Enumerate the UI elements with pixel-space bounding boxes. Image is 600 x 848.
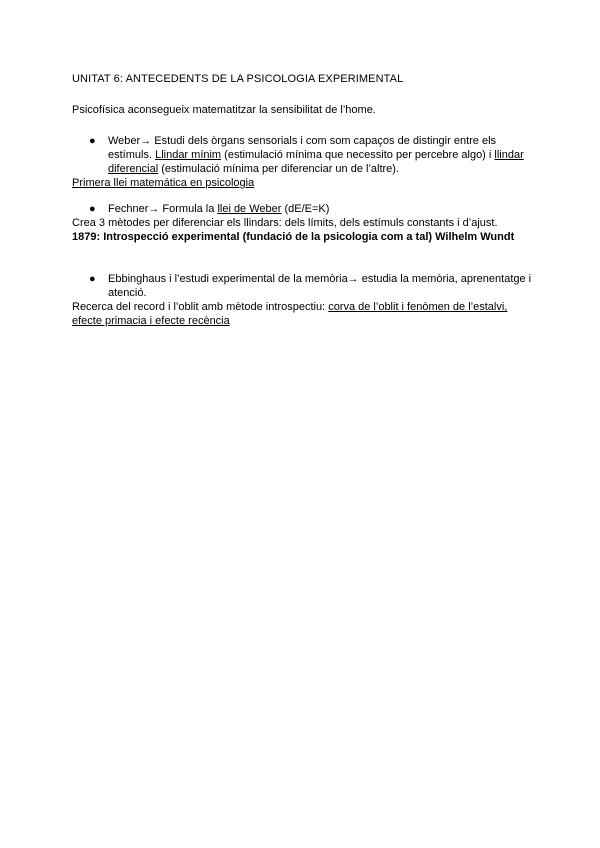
bullet-dot-icon: ● — [89, 203, 96, 215]
bullet-ebbinghaus — [72, 272, 532, 300]
bullet-dot-icon: ● — [89, 273, 96, 285]
llindar-diferencial-term: llindar diferencial — [108, 149, 524, 175]
spacer — [72, 86, 532, 103]
spacer — [72, 244, 532, 272]
intro-paragraph: Psicofísica aconsegueix matematitzar la sensibilitat de l’home. — [72, 104, 376, 116]
fechner-text-2: (dE/E=K) — [281, 203, 330, 215]
bullet-weber — [72, 134, 532, 176]
methods-paragraph: Crea 3 mètodes per diferenciar els llindars: dels límits, dels estímuls constants i d’ajust. — [72, 217, 498, 229]
research-text: Recerca del record i l’oblit amb mètode introspectiu: — [72, 301, 329, 313]
spacer — [72, 190, 532, 202]
weber-text-3: (estimulació mínima per diferenciar un de l’altre). — [158, 163, 400, 175]
llindar-minim-term: Llindar mínim — [155, 149, 222, 161]
research-paragraph — [72, 300, 532, 328]
document-page — [72, 72, 532, 328]
wundt-paragraph: 1879: Introspecció experimental (fundació de la psicologia com a tal) Wilhelm Wundt — [72, 231, 515, 243]
document-title: UNITAT 6: ANTECEDENTS DE LA PSICOLOGIA EXPERIMENTAL — [72, 73, 404, 85]
weber-text-2: (estimulació mínima que necessito per percebre algo) i — [221, 149, 495, 161]
fechner-text-1: Fechner→ Formula la — [108, 203, 218, 215]
ebbinghaus-text: Ebbinghaus i l’estudi experimental de la memòria→ estudia la memòria, aprenentatge i atenció. — [108, 273, 532, 299]
bullet-dot-icon: ● — [89, 135, 96, 147]
first-law-heading: Primera llei matemática en psicologia — [72, 177, 255, 189]
bullet-fechner — [72, 202, 532, 216]
spacer — [72, 117, 532, 134]
llei-de-weber-term: llei de Weber — [217, 203, 282, 215]
forgetting-curve-term: corva de l’oblit i fenòmen de l’estalvi, efecte primacia i efecte recència — [72, 301, 508, 327]
weber-text-1: Weber→ Estudi dels òrgans sensorials i com som capaços de distingir entre els estímuls. — [108, 135, 497, 161]
